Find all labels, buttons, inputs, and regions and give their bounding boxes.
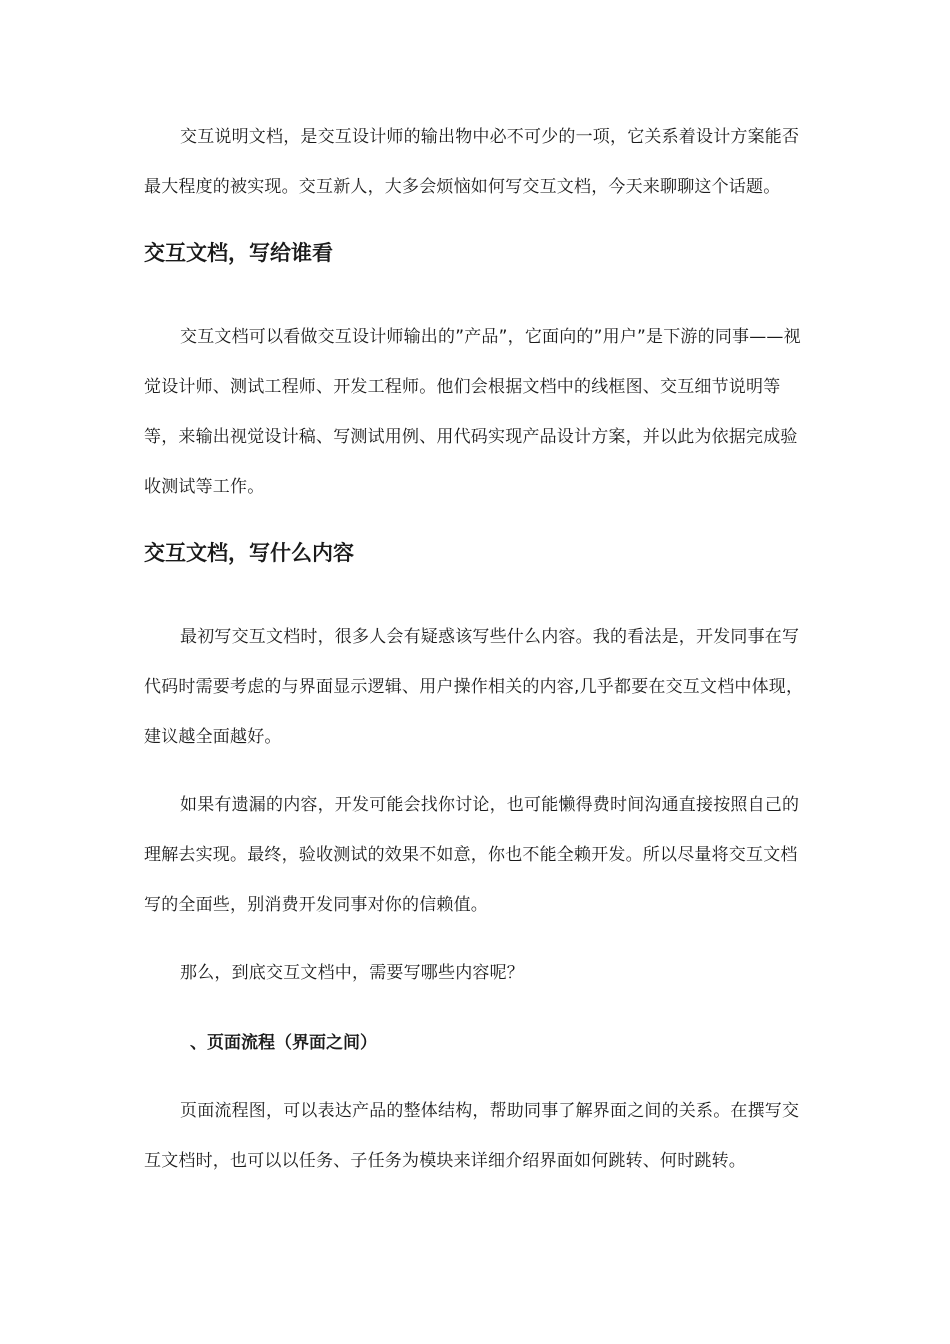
content-paragraph-1: 最初写交互文档时，很多人会有疑惑该写些什么内容。我的看法是，开发同事在写代码时需要考虑的与界面显示逻辑、用户操作相关的内容,几乎都要在交互文档中体现，建议越全面越好。	[144, 627, 804, 747]
section-heading-content: 交互文档，写什么内容	[144, 541, 354, 565]
audience-paragraph: 交互文档可以看做交互设计师输出的”产品”，它面向的”用户”是下游的同事——视觉设计师、测试工程师、开发工程师。他们会根据文档中的线框图、交互细节说明等等，来输出视觉设计稿、写测试用例、用代码实现产品设计方案，并以此为依据完成验收测试等工作。	[144, 327, 801, 497]
subsection-heading-page-flow: 、页面流程（界面之间）	[190, 1033, 377, 1053]
content-paragraph-2: 如果有遗漏的内容，开发可能会找你讨论，也可能懒得费时间沟通直接按照自己的理解去实现。最终，验收测试的效果不如意，你也不能全赖开发。所以尽量将交互文档写的全面些，别消费开发同事对你的信赖值。	[144, 795, 800, 915]
content-paragraph-3: 那么，到底交互文档中，需要写哪些内容呢？	[180, 963, 524, 983]
page-flow-paragraph: 页面流程图，可以表达产品的整体结构，帮助同事了解界面之间的关系。在撰写交互文档时，也可以以任务、子任务为模块来详细介绍界面如何跳转、何时跳转。	[144, 1101, 800, 1171]
intro-paragraph: 交互说明文档，是交互设计师的输出物中必不可少的一项，它关系着设计方案能否最大程度的被实现。交互新人，大多会烦恼如何写交互文档，今天来聊聊这个话题。	[144, 127, 800, 197]
section-heading-audience: 交互文档，写给谁看	[144, 241, 333, 265]
